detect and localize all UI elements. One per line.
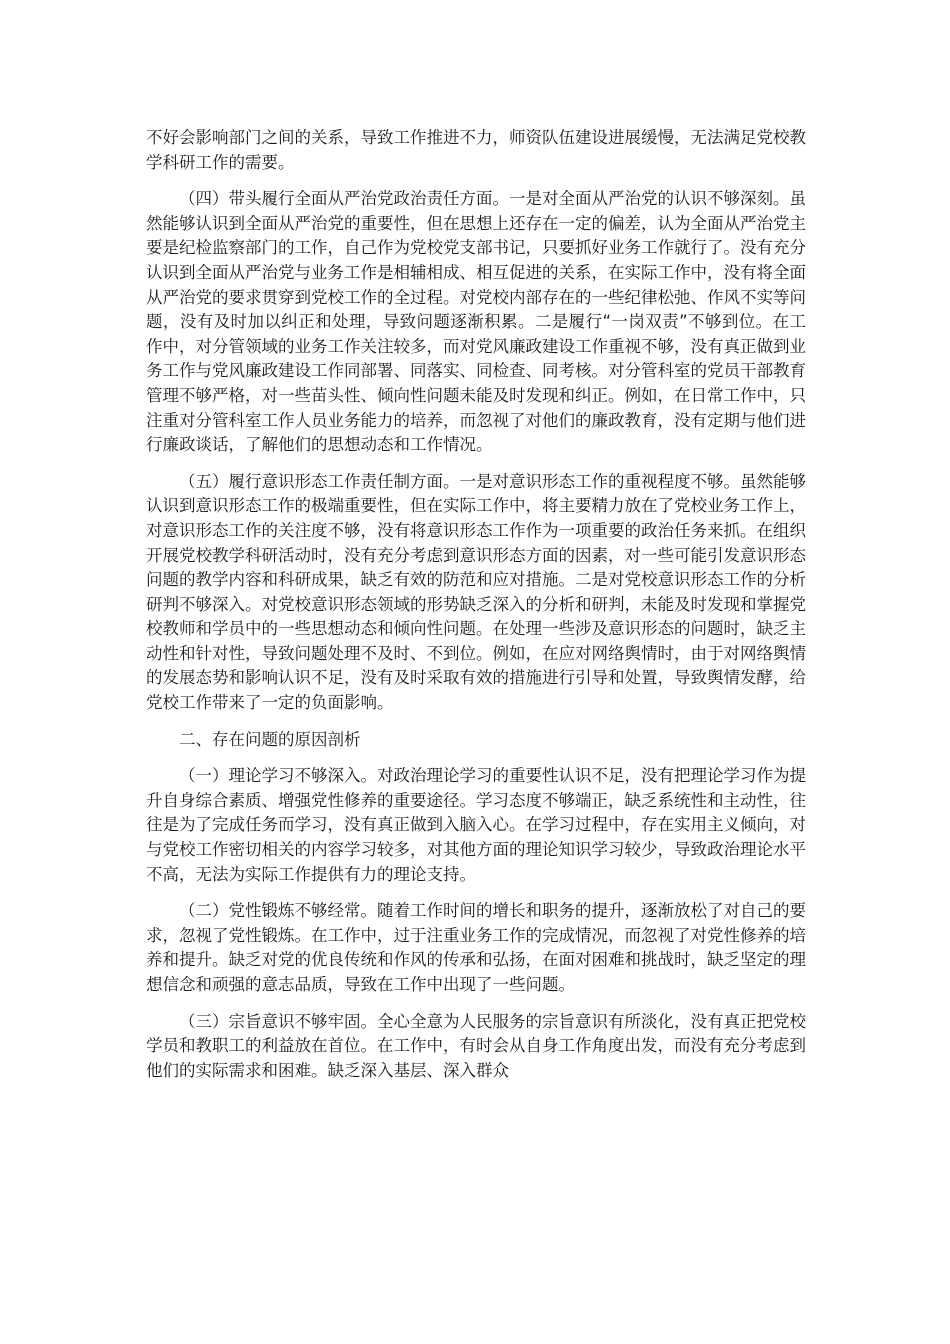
paragraph-cause-1: （一）理论学习不够深入。对政治理论学习的重要性认识不足，没有把理论学习作为提升自身综合素质、增强党性修养的重要途径。学习态度不够端正，缺乏系统性和主动性，往往是为了完成任务而学习，没有真正做到入脑入心。在学习过程中，存在实用主义倾向，对与党校工作密切相关的内容学习较多，对其他方面的理论知识学习较少，导致政治理论水平不高，无法为实际工作提供有力的理论支持。: [146, 766, 806, 884]
paragraph-section-4: （四）带头履行全面从严治党政治责任方面。一是对全面从严治党的认识不够深刻。虽然能够认识到全面从严治党的重要性，但在思想上还存在一定的偏差，认为全面从严治党主要是纪检监察部门的工作，自己作为党校党支部书记，只要抓好业务工作就行了。没有充分认识到全面从严治党与业务工作是相辅相成、相互促进的关系，在实际工作中，没有将全面从严治党的要求贯穿到党校工作的全过程。对党校内部存在的一些纪律松弛、作风不实等问题，没有及时加以纠正和处理，导致问题逐渐积累。二是履行“一岗双责”不够到位。在工作中，对分管领域的业务工作关注较多，而对党风廉政建设工作重视不够，没有真正做到业务工作与党风廉政建设工作同部署、同落实、同检查、同考核。对分管科室的党员干部教育管理不够严格，对一些苗头性、倾向性问题未能及时发现和纠正。例如，在日常工作中，只注重对分管科室工作人员业务能力的培养，而忽视了对他们的廉政教育，没有定期与他们进行廉政谈话，了解他们的思想动态和工作情况。: [146, 189, 806, 455]
document-body: [146, 126, 806, 1095]
section-heading: 二、存在问题的原因剖析: [179, 729, 361, 749]
paragraph-cause-3: （三）宗旨意识不够牢固。全心全意为人民服务的宗旨意识有所淡化，没有真正把党校学员和教职工的利益放在首位。在工作中，有时会从自身工作角度出发，而没有充分考虑到他们的实际需求和困难。缺乏深入基层、深入群众: [146, 1011, 806, 1080]
paragraph-cause-2: （二）党性锻炼不够经常。随着工作时间的增长和职务的提升，逐渐放松了对自己的要求，忽视了党性锻炼。在工作中，过于注重业务工作的完成情况，而忽视了对党性修养的培养和提升。缺乏对党的优良传统和作风的传承和弘扬，在面对困难和挑战时，缺乏坚定的理想信念和顽强的意志品质，导致在工作中出现了一些问题。: [146, 901, 806, 994]
paragraph-section-5: （五）履行意识形态工作责任制方面。一是对意识形态工作的重视程度不够。虽然能够认识到意识形态工作的极端重要性，但在实际工作中，将主要精力放在了党校业务工作上，对意识形态工作的关注度不够，没有将意识形态工作作为一项重要的政治任务来抓。在组织开展党校教学科研活动时，没有充分考虑到意识形态方面的因素，对一些可能引发意识形态问题的教学内容和科研成果，缺乏有效的防范和应对措施。二是对党校意识形态工作的分析研判不够深入。对党校意识形态领域的形势缺乏深入的分析和研判，未能及时发现和掌握党校教师和学员中的一些思想动态和倾向性问题。在处理一些涉及意识形态的问题时，缺乏主动性和针对性，导致问题处理不及时、不到位。例如，在应对网络舆情时，由于对网络舆情的发展态势和影响认识不足，没有及时采取有效的措施进行引导和处置，导致舆情发酵，给党校工作带来了一定的负面影响。: [146, 471, 806, 713]
paragraph-continuation: 不好会影响部门之间的关系，导致工作推进不力，师资队伍建设进展缓慢，无法满足党校教学科研工作的需要。: [146, 128, 806, 172]
